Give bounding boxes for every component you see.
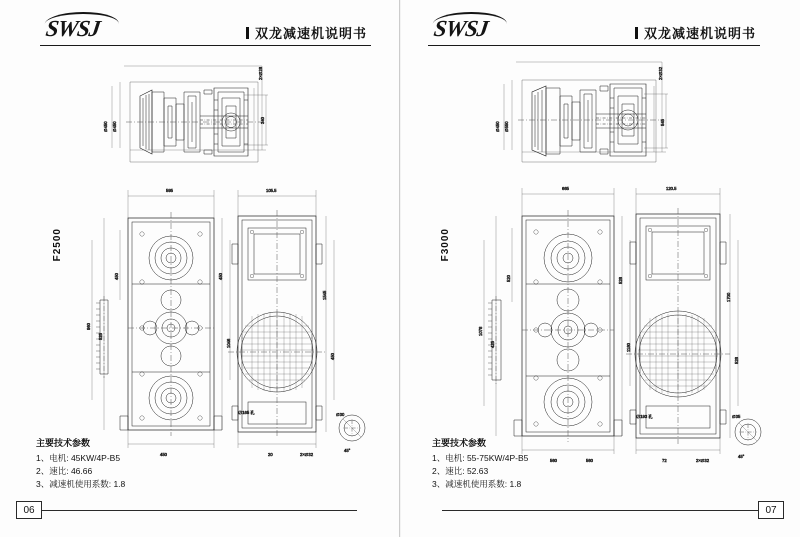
footer-rule-left: [42, 510, 357, 511]
svg-text:520: 520: [506, 275, 511, 282]
svg-text:560: 560: [550, 458, 557, 463]
header-title-text: 双龙减速机说明书: [254, 26, 367, 41]
svg-text:450: 450: [218, 273, 223, 280]
svg-text:20: 20: [268, 452, 273, 457]
svg-text:525: 525: [98, 333, 103, 340]
specs-title-right: 主要技术参数: [432, 438, 487, 448]
page-footer-right: [416, 501, 784, 519]
svg-text:528: 528: [618, 277, 623, 284]
svg-text:∅550: ∅550: [504, 121, 509, 132]
brand-logo-text: SWSJ: [44, 16, 102, 41]
brand-logo-text: SWSJ: [432, 16, 490, 41]
svg-text:545: 545: [660, 119, 665, 126]
page-number-right: 07: [758, 501, 784, 519]
technical-drawing-left: [0, 0, 400, 490]
svg-text:595: 595: [166, 188, 173, 193]
svg-text:450: 450: [330, 353, 335, 360]
spec-line-ratio-right: 2、速比: 52.63: [432, 466, 489, 476]
specs-title-left: 主要技术参数: [36, 438, 91, 448]
svg-text:∅450: ∅450: [112, 121, 117, 132]
svg-text:1046: 1046: [226, 338, 231, 348]
svg-text:450: 450: [160, 452, 167, 457]
svg-text:2×∅32: 2×∅32: [696, 458, 710, 463]
svg-text:2×∅32: 2×∅32: [300, 452, 314, 457]
svg-text:∅450: ∅450: [495, 121, 500, 132]
svg-text:∅35: ∅35: [732, 414, 741, 419]
svg-text:∅193 孔: ∅193 孔: [636, 414, 653, 419]
spread-gutter: [399, 0, 401, 537]
svg-text:340: 340: [260, 117, 265, 124]
page-right: [400, 0, 800, 537]
svg-text:1180: 1180: [626, 342, 631, 352]
svg-text:45°: 45°: [738, 454, 745, 459]
spec-line-ratio-left: 2、速比: 46.66: [36, 466, 93, 476]
svg-text:425: 425: [490, 341, 495, 348]
model-tag-left: F2500: [52, 228, 63, 262]
svg-text:120.5: 120.5: [666, 186, 677, 191]
spec-line-motor-right: 1、电机: 55-75KW/4P-B5: [432, 453, 529, 463]
header-title-text: 双龙减速机说明书: [643, 26, 756, 41]
page-footer-left: [16, 501, 383, 519]
svg-text:1078: 1078: [478, 326, 483, 336]
svg-text:665: 665: [562, 186, 569, 191]
svg-text:2×∅28: 2×∅28: [258, 66, 263, 80]
model-tag-right: F3000: [440, 228, 451, 262]
svg-text:960: 960: [86, 323, 91, 330]
svg-text:105.5: 105.5: [266, 188, 277, 193]
svg-text:560: 560: [586, 458, 593, 463]
svg-text:528: 528: [734, 357, 739, 364]
spec-line-service-factor-right: 3、减速机使用系数: 1.8: [432, 479, 522, 489]
svg-text:∅165 孔: ∅165 孔: [238, 410, 255, 415]
footer-rule-right: [442, 510, 758, 511]
specs-left: [36, 437, 125, 491]
svg-text:2×∅32: 2×∅32: [658, 66, 663, 80]
page-number-left: 06: [16, 501, 42, 519]
technical-drawing-right: [400, 0, 800, 490]
svg-text:1545: 1545: [322, 290, 327, 300]
svg-text:∅30: ∅30: [336, 412, 345, 417]
spec-line-motor-left: 1、电机: 45KW/4P-B5: [36, 453, 121, 463]
svg-text:72: 72: [662, 458, 667, 463]
svg-text:1700: 1700: [726, 292, 731, 302]
svg-text:45°: 45°: [344, 448, 351, 453]
svg-text:450: 450: [114, 273, 119, 280]
specs-right: [432, 437, 528, 491]
spec-line-service-factor-left: 3、减速机使用系数: 1.8: [36, 479, 126, 489]
svg-text:∅450: ∅450: [103, 121, 108, 132]
